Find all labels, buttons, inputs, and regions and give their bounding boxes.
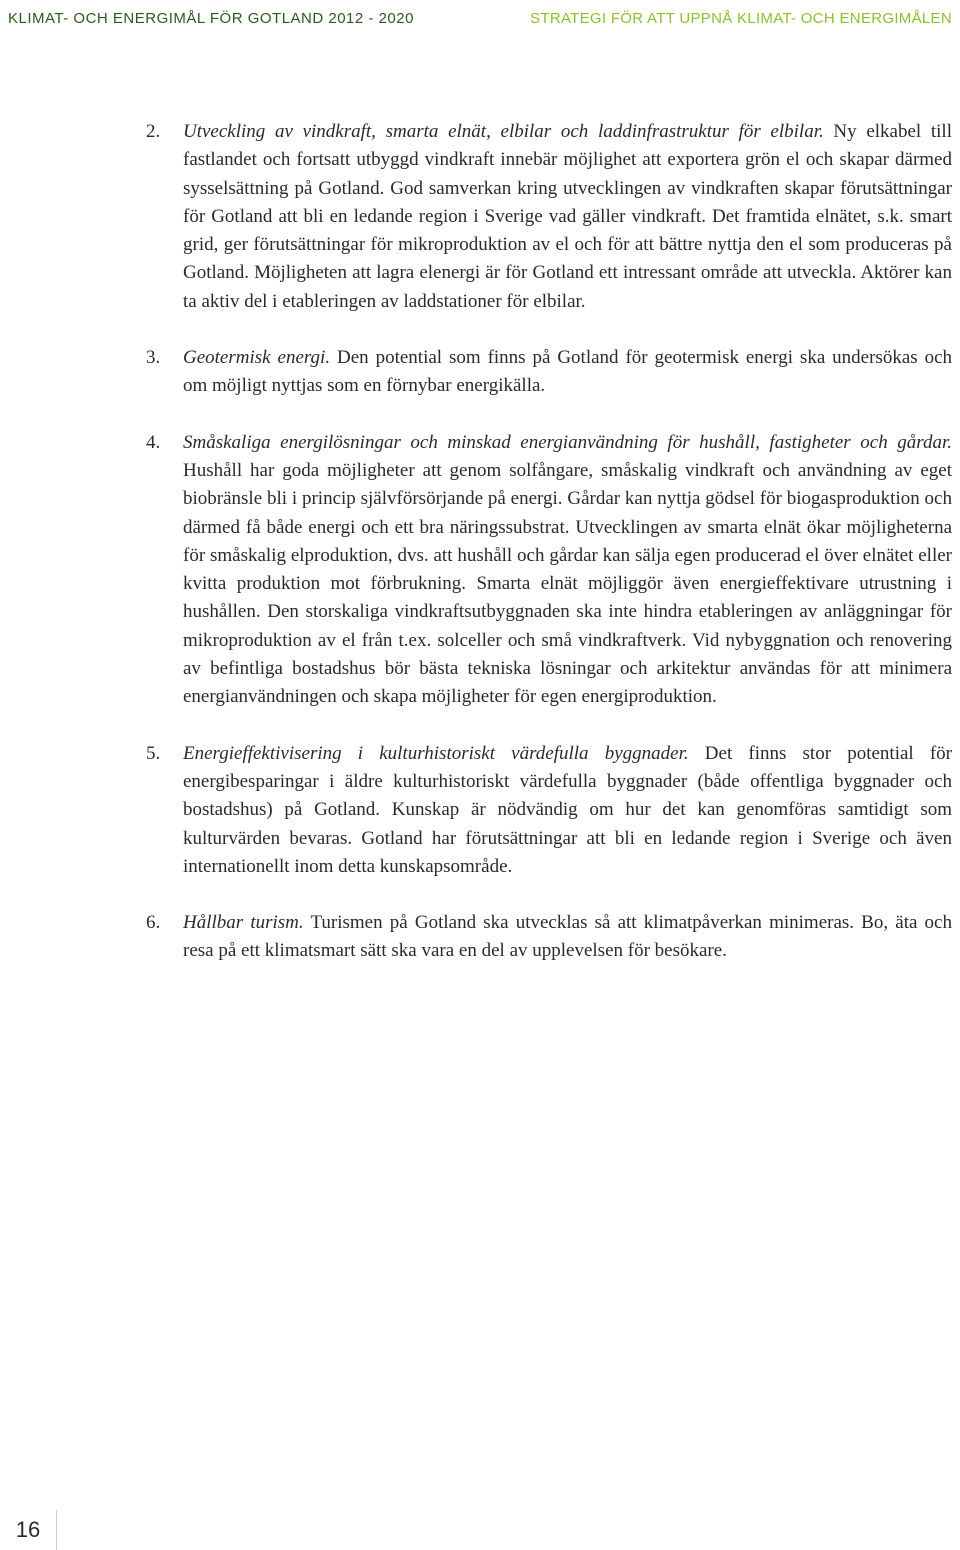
page-body — [146, 118, 952, 994]
list-item — [146, 344, 952, 401]
page-number: 16 — [0, 1510, 57, 1550]
list-item-lead: Utveckling av vindkraft, smarta elnät, elbilar och laddinfrastruktur för elbilar. — [183, 121, 824, 142]
list-item — [146, 118, 952, 316]
list-item-lead: Småskaliga energilösningar och minskad energianvändning för hushåll, fastigheter och gårdar. — [183, 431, 952, 453]
page-header — [0, 0, 960, 40]
list-item — [146, 429, 952, 712]
list-item-body: Hushåll har goda möjligheter att genom solfångare, småskalig vindkraft och användning av eget biobränsle bli i princip självförsörjande på energi. Gårdar kan nyttja gödsel för biogasproduktion och därmed få både energi och ett bra näringssubstrat. Utvecklingen av smarta elnät ökar möjligheterna för småskalig elproduktion, dvs. att hushåll och gårdar kan sälja egen producerad el över elnätet eller kvitta produktion mot förbrukning. Smarta elnät möjliggör även energieffektivare utrustning i hushållen. Den storskaliga vindkraftsutbyggnaden ska inte hindra etableringen av anläggningar för mikroproduktion av el från t.ex. solceller och små vindkraftverk. Vid nybyggnation och renovering av befintliga bostadshus bör bästa tekniska lösningar och arkitektur användas för att minimera energianvändningen och skapa möjligheter för egen energiproduktion. — [183, 459, 952, 708]
list-item-body: Turismen på Gotland ska utvecklas så att klimatpåverkan minimeras. Bo, äta och resa på ett klimatsmart sätt ska vara en del av upplevelsen för besökare. — [183, 912, 952, 962]
list-item — [146, 909, 952, 966]
list-item-number: 2. — [146, 121, 161, 142]
list-item — [146, 740, 952, 881]
list-item-number: 3. — [146, 347, 161, 369]
list-item-body: Det finns stor potential för energibesparingar i äldre kulturhistoriskt värdefulla byggnader (både offentliga byggnader och bostadshus) på Gotland. Kunskap är nödvändig om hur det kan genomföras samtidigt som kulturvärden bevaras. Gotland har förutsättningar att bli en ledande region i Sverige och även internationellt inom detta kunskapsområde. — [183, 742, 952, 877]
section-title: STRATEGI FÖR ATT UPPNÅ KLIMAT- OCH ENERGIMÅLEN — [530, 10, 952, 27]
list-item-number: 6. — [146, 912, 161, 934]
list-item-lead: Energieffektivisering i kulturhistoriskt värdefulla byggnader. — [183, 742, 689, 764]
list-item-number: 4. — [146, 431, 161, 453]
list-item-lead: Hållbar turism. — [183, 912, 304, 934]
list-item-body: Ny elkabel till fastlandet och fortsatt utbyggd vindkraft innebär möjlighet att exportera grön el och skapar därmed sysselsättning på Gotland. God samverkan kring utvecklingen av vindkraften skapar förutsättningar för Gotland att bli en ledande region i Sverige vad gäller vindkraft. Det framtida elnätet, s.k. smart grid, ger förutsättningar för mikroproduktion av el och för att bättre nyttja den el som produceras på Gotland. Möjligheten att lagra elenergi är för Gotland ett intressant område att utveckla. Aktörer kan ta aktiv del i etableringen av laddstationer för elbilar. — [183, 121, 952, 312]
list-item-body: Den potential som finns på Gotland för geotermisk energi ska undersökas och om möjligt nyttjas som en förnybar energikälla. — [183, 347, 953, 397]
list-item-number: 5. — [146, 742, 161, 764]
document-title: KLIMAT- OCH ENERGIMÅL FÖR GOTLAND 2012 - 2020 — [8, 10, 414, 27]
list-item-lead: Geotermisk energi. — [183, 347, 331, 369]
